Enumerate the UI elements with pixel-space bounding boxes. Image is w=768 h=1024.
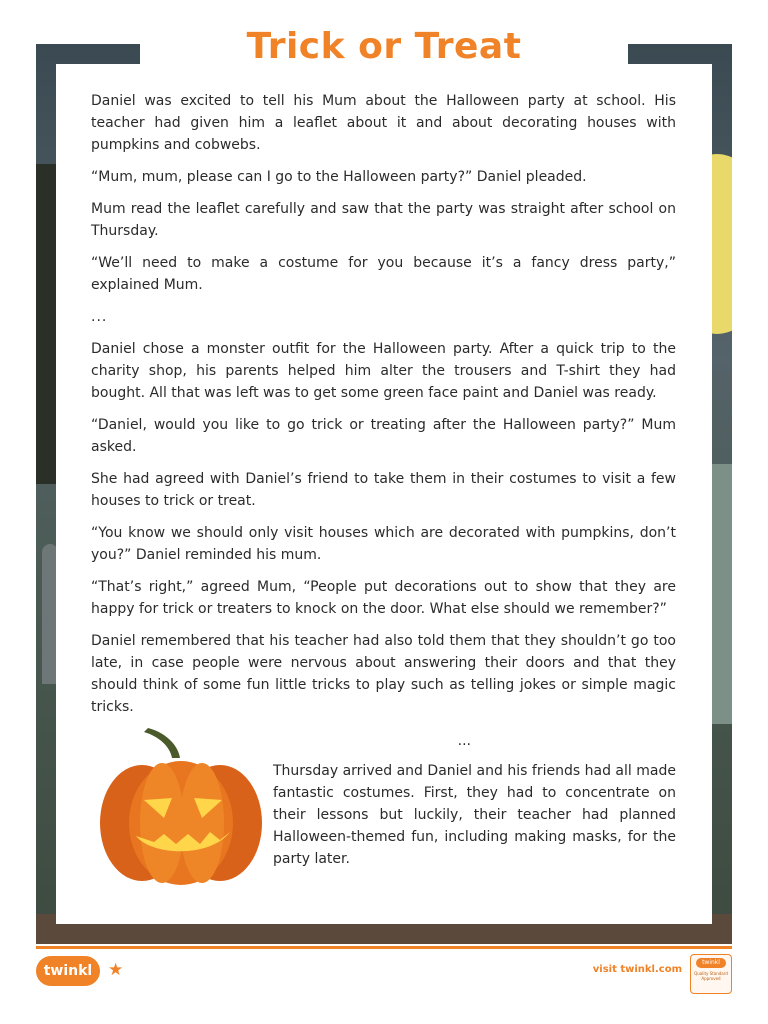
paragraph: “We’ll need to make a costume for you because it’s a fancy dress party,” explained Mum. [91,255,676,293]
page-title: Trick or Treat [246,26,522,67]
badge-text: Quality Standard Approved [694,971,728,981]
twinkl-logo[interactable]: twinkl [36,956,100,986]
mist [710,464,732,724]
paragraph: Daniel remembered that his teacher had also told them that they shouldn’t go too late, in case people were nervous about answering their doors and that they should think of some fun little tricks to play such as telling jokes or simple magic tricks. [91,633,676,715]
paragraph: Mum read the leaflet carefully and saw that the party was straight after school on Thursday. [91,201,676,239]
paragraph: Daniel was excited to tell his Mum about the Halloween party at school. His teacher had given him a leaflet about it and about decorating houses with pumpkins and cobwebs. [91,93,676,153]
paragraph: “You know we should only visit houses which are decorated with pumpkins, don’t you?” Daniel reminded his mum. [91,525,676,563]
final-paragraph: Thursday arrived and Daniel and his friends had all made fantastic costumes. First, they had to concentrate on their lessons but luckily, their teacher had planned Halloween-themed fun, including making masks, for the party later. [273,763,676,867]
paragraph: Daniel chose a monster outfit for the Halloween party. After a quick trip to the charity shop, his parents helped him alter the trousers and T-shirt they had bought. All that was left was to get some green face paint and Daniel was ready. [91,341,676,401]
footer-divider [36,946,732,949]
paragraph: “Daniel, would you like to go trick or treating after the Halloween party?” Mum asked. [91,417,676,455]
star-icon: ★ [108,960,124,980]
paragraph: “Mum, mum, please can I go to the Halloween party?” Daniel pleaded. [91,169,587,185]
story-body [91,90,676,728]
paragraph: “That’s right,” agreed Mum, “People put decorations out to show that they are happy for trick or treaters to knock on the door. What else should we remember?” [91,579,676,617]
paragraph: She had agreed with Daniel’s friend to take them in their costumes to visit a few houses to trick or treat. [91,471,676,509]
section-separator: ... [457,733,471,749]
pumpkin-illustration [92,728,270,888]
visit-link[interactable]: visit twinkl.com [592,964,682,975]
quality-badge [690,954,732,994]
badge-logo: twinkl [696,958,726,968]
section-separator: ... [91,309,108,325]
tree-silhouette [36,164,58,484]
